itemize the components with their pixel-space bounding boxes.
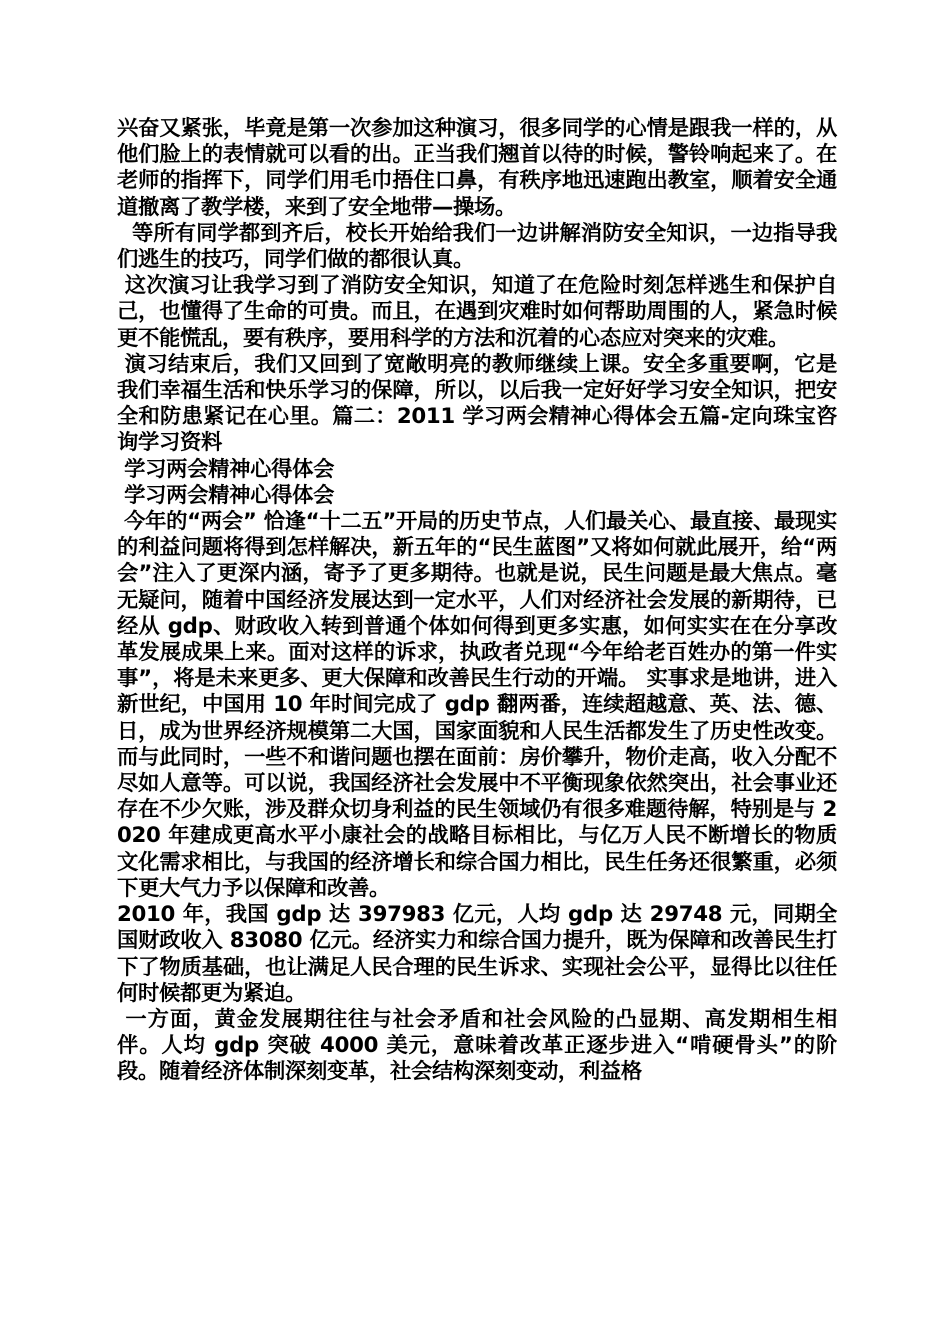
paragraph-5: 今年的“两会” 恰逢“十二五”开局的历史节点，人们最关心、最直接、最现实的利益问题将得到怎样解决，新五年的“民生蓝图”又将如何就此展开，给“两会”注入了更深内涵，寄予了更多期待。也就是说，民生问题是最大焦点。毫无疑问，随着中国经济发展达到一定水平，人们对经济社会发展的新期待，已经从 gdp、财政收入转到普通个体如何得到更多实惠，如何实实在在分享改革发展成果上来。面对这样的诉求，执政者兑现“今年给老百姓办的第一件实事”，将是未来更多、更大保障和改善民生行动的开端。 实事求是地讲，进入新世纪，中国用 10 年时间完成了 gdp 翻两番，连续超越意、英、法、德、日，成为世界经济规模第二大国，国家面貌和人民生活都发生了历史性改变。 而与此同时，一些不和谐问题也摆在面前：房价攀升，物价走高，收入分配不尽如人意等。可以说，我国经济社会发展中不平衡现象依然突出，社会事业还存在不少欠账，涉及群众切身利益的民生领域仍有很多难题待解，特别是与 2020 年建成更高水平小康社会的战略目标相比，与亿万人民不断增长的物质文化需求相比，与我国的经济增长和综合国力相比，民生任务还很繁重，必须下更大气力予以保障和改善。 [117, 509, 845, 901]
document-body [117, 116, 845, 1086]
paragraph-6: 2010 年，我国 gdp 达 397983 亿元，人均 gdp 达 29748 元，同期全国财政收入 83080 亿元。经济实力和综合国力提升，既为保障和改善民生打下了物质基础，也让满足人民合理的民生诉求、实现社会公平，显得比以往任何时候都更为紧迫。 [117, 902, 837, 1006]
section-heading-2: 学习两会精神心得体会 [117, 482, 335, 508]
section-heading-1: 学习两会精神心得体会 [117, 456, 335, 482]
paragraph-2: 等所有同学都到齐后，校长开始给我们一边讲解消防安全知识，一边指导我们逃生的技巧，同学们做的都很认真。 [117, 220, 838, 273]
paragraph-7: 一方面，黄金发展期往往与社会矛盾和社会风险的凸显期、高发期相生相伴。人均 gdp 突破 4000 美元，意味着改革正逐步进入“啃硬骨头”的阶段。随着经济体制深刻变革，社会结构深刻变动，利益格 [117, 1006, 837, 1085]
paragraph-1: 兴奋又紧张，毕竟是第一次参加这种演习，很多同学的心情是跟我一样的，从他们脸上的表情就可以看的出。正当我们翘首以待的时候，警铃响起来了。在老师的指挥下，同学们用毛巾捂住口鼻，有秩序地迅速跑出教室，顺着安全通道撤离了教学楼，来到了安全地带—操场。 [117, 116, 837, 220]
paragraph-3: 这次演习让我学习到了消防安全知识，知道了在危险时刻怎样逃生和保护自己，也懂得了生命的可贵。而且，在遇到灾难时如何帮助周围的人，紧急时候更不能慌乱，要有秩序，要用科学的方法和沉着的心态应对突来的灾难。 [117, 273, 837, 351]
paragraph-4: 演习结束后，我们又回到了宽敞明亮的教师继续上课。安全多重要啊，它是我们幸福生活和快乐学习的保障，所以，以后我一定好好学习安全知识，把安全和防患紧记在心里。篇二：2011 学习两会精神心得体会五篇-定向珠宝咨询学习资料 [117, 351, 837, 456]
